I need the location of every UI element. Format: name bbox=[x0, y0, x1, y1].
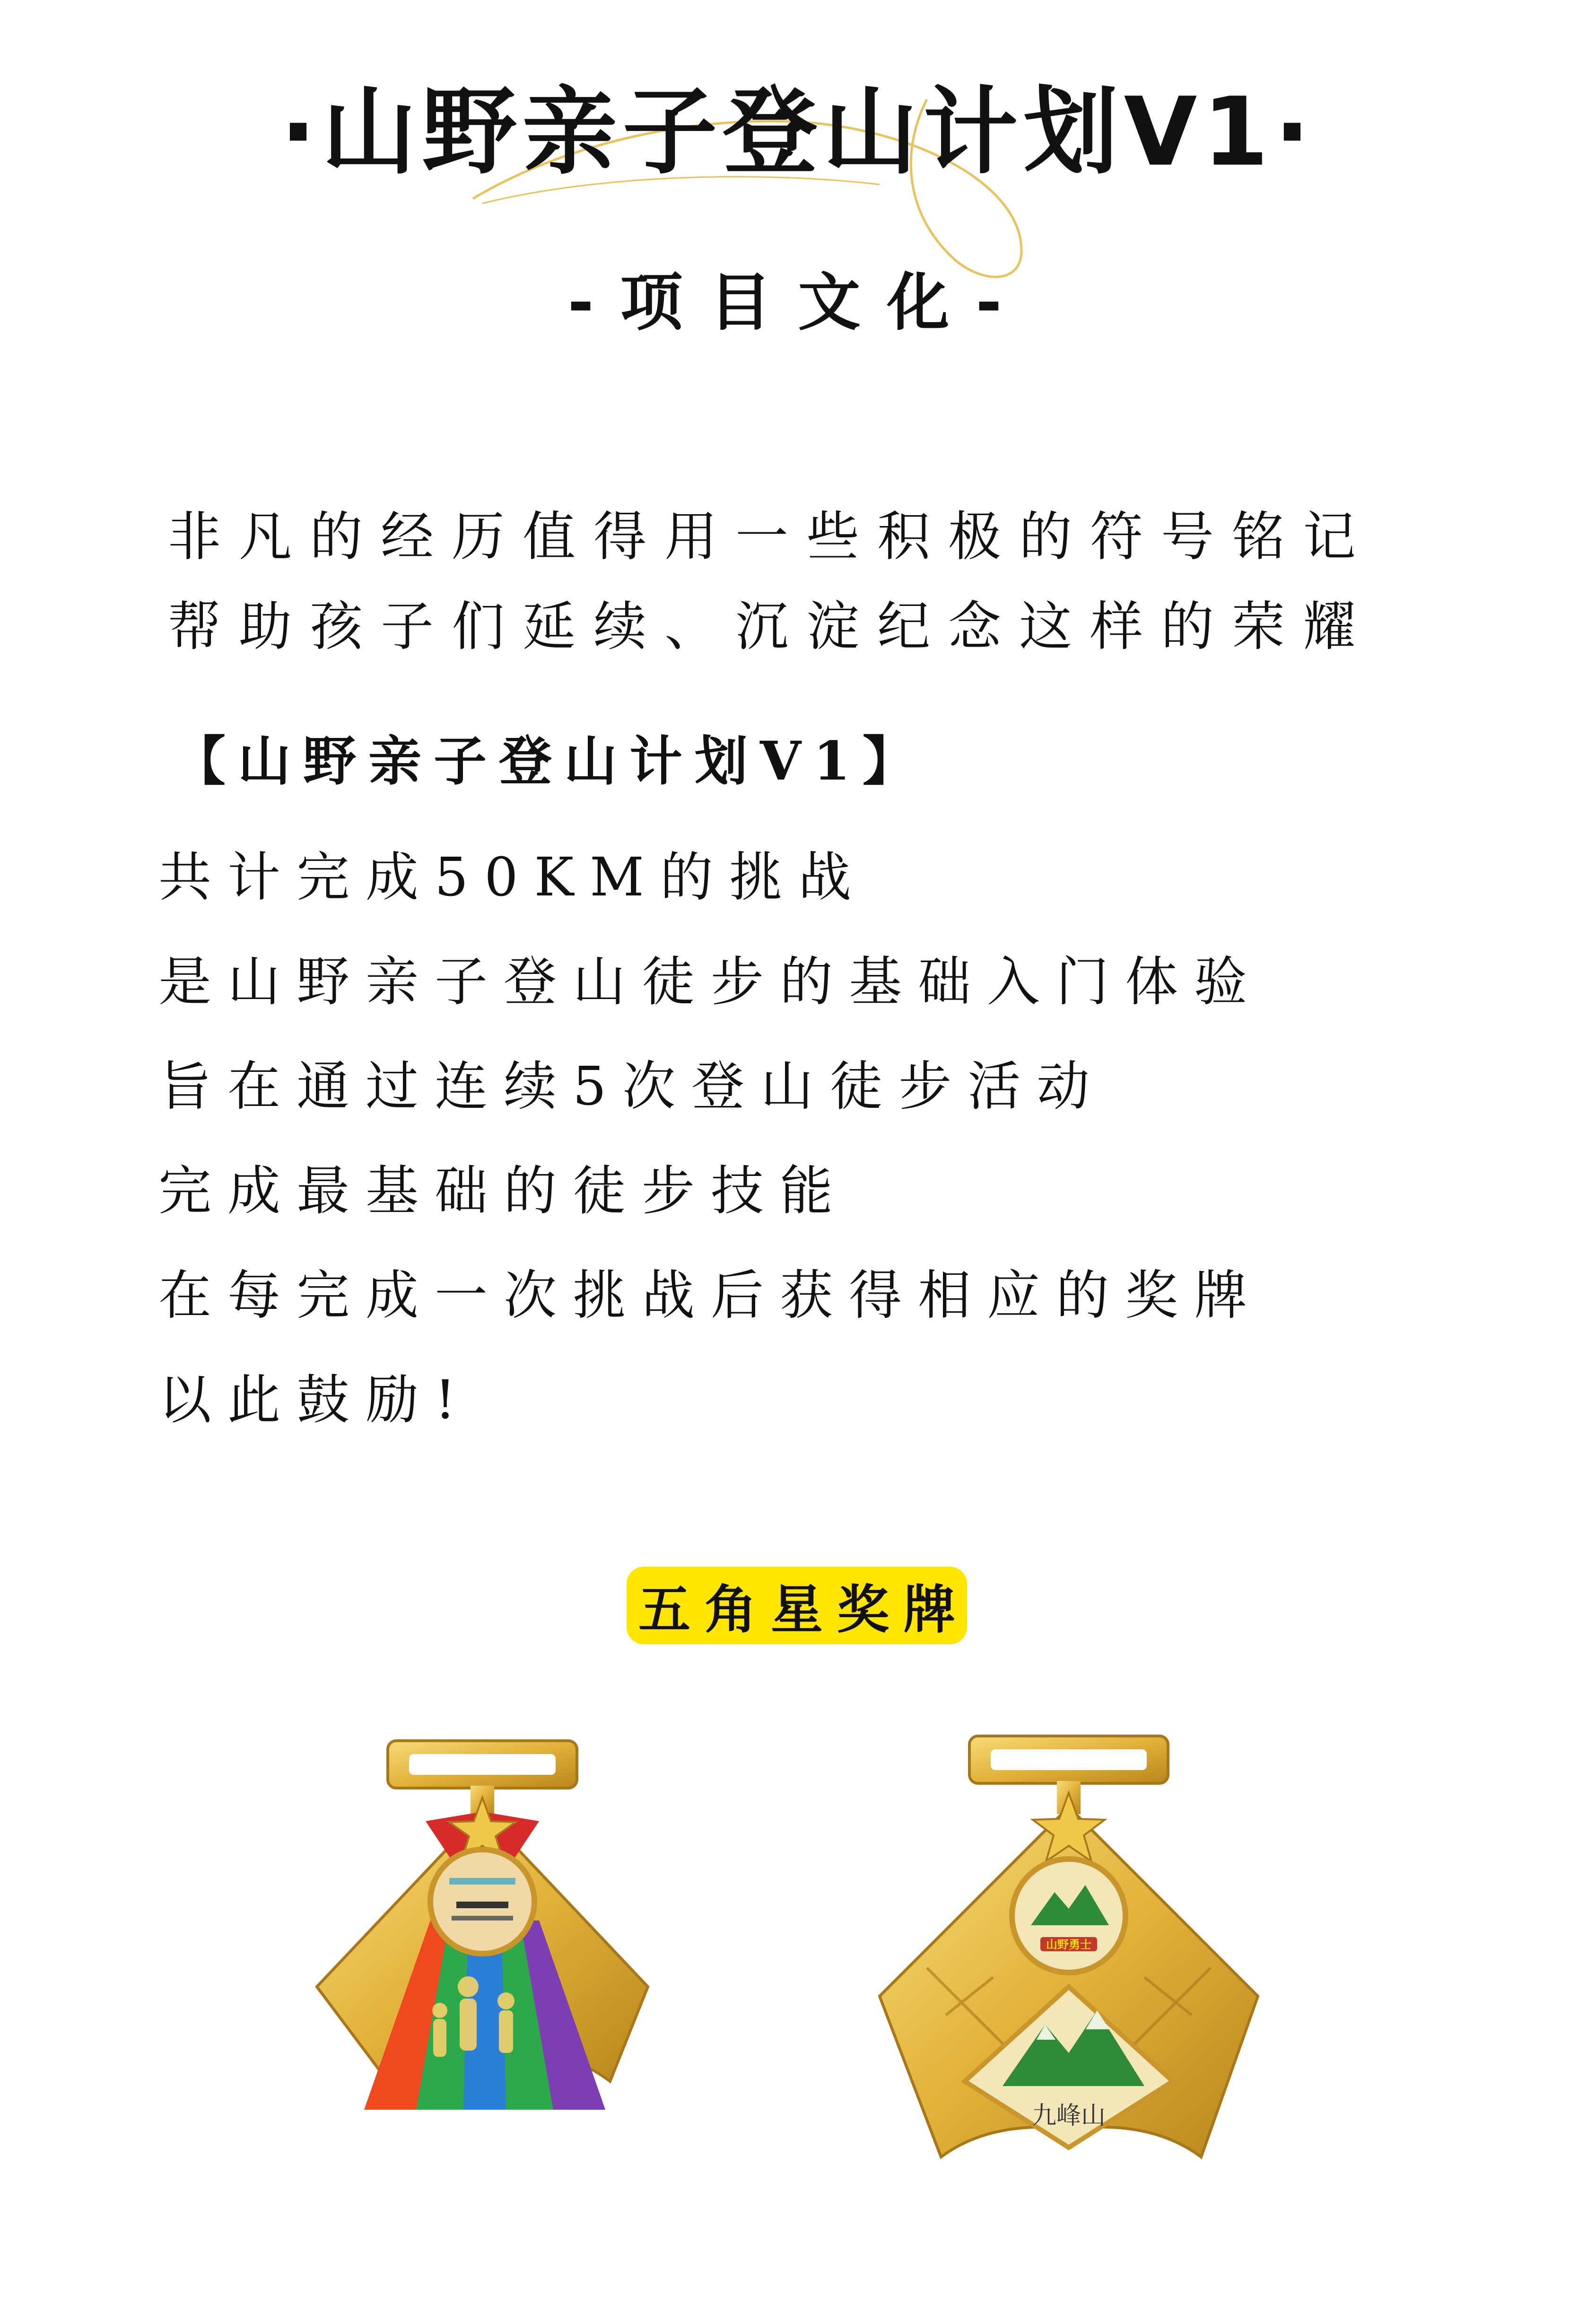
program-line: 旨在通过连续5次登山徒步活动 bbox=[158, 1056, 1106, 1117]
program-line: 共计完成50KM的挑战 bbox=[158, 847, 867, 908]
medal-mountain-image bbox=[870, 1722, 1272, 2176]
intro-line: 帮助孩子们延续、沉淀纪念这样的荣耀 bbox=[168, 596, 1374, 658]
intro-text bbox=[168, 492, 1492, 672]
intro-line: 非凡的经历值得用一些积极的符号铭记 bbox=[168, 506, 1374, 568]
medal-section-label: 五角星奖牌 bbox=[638, 1579, 969, 1640]
program-description bbox=[158, 825, 1530, 1453]
program-line: 完成最基础的徒步技能 bbox=[158, 1160, 849, 1222]
program-line: 是山野亲子登山徒步的基础入门体验 bbox=[158, 951, 1263, 1013]
medal-location-label: 九峰山 bbox=[1031, 2102, 1106, 2130]
medal-rainbow-image bbox=[307, 1722, 695, 2176]
medal-banner-text: 山野勇士 bbox=[1046, 1938, 1091, 1951]
page-subtitle: -项目文化- bbox=[567, 266, 1029, 339]
medal-section-badge bbox=[627, 1567, 967, 1644]
program-line: 在每完成一次挑战后获得相应的奖牌 bbox=[158, 1265, 1263, 1326]
page-title: ·山野亲子登山计划V1· bbox=[280, 77, 1316, 187]
program-line: 以此鼓励! bbox=[158, 1369, 472, 1431]
program-heading: 【山野亲子登山计划V1】 bbox=[173, 730, 928, 792]
